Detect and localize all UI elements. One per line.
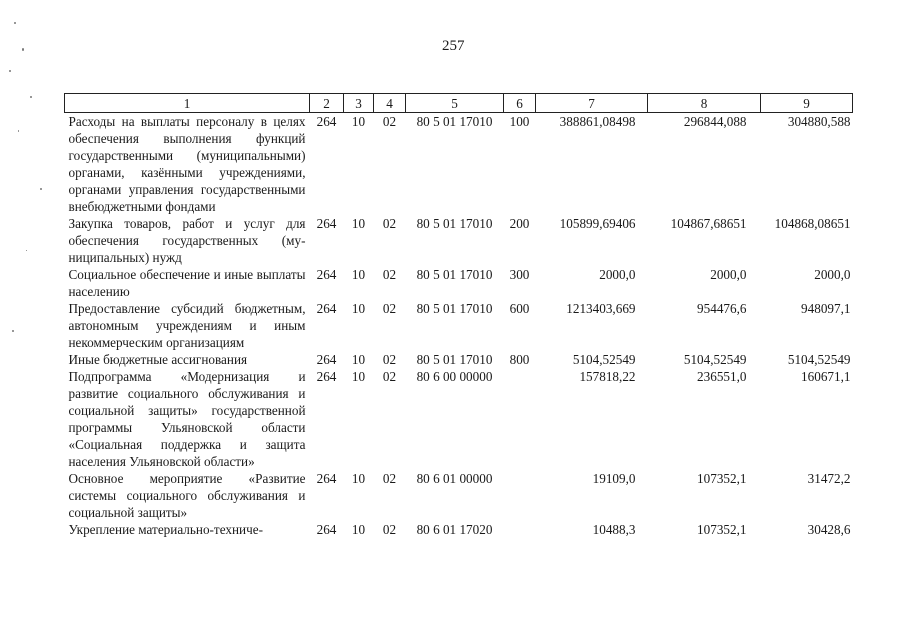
row-description: Предоставление субсидий бюджетным, автономным учреждениям и иным некоммерческим организациям — [68, 301, 306, 350]
table-row — [65, 470, 853, 521]
row-amount-col8: 107352,1 — [697, 522, 747, 537]
header-row — [65, 94, 853, 113]
row-description: Основное мероприятие «Развитие системы социального обслуживания и социальной защиты» — [68, 471, 306, 520]
row-amount-col8: 296844,088 — [683, 114, 747, 129]
row-expense-type: 600 — [509, 301, 530, 316]
row-amount-col8: 2000,0 — [710, 267, 747, 282]
row-expense-type: 300 — [509, 267, 530, 282]
row-expense-type: 800 — [509, 352, 530, 367]
header-cell-9: 9 — [761, 94, 853, 113]
table-row — [65, 113, 853, 216]
row-target-article: 80 5 01 17010 — [416, 352, 493, 367]
row-amount-col9: 30428,6 — [807, 522, 851, 537]
header-cell-1: 1 — [65, 94, 310, 113]
row-section-code: 10 — [351, 216, 366, 231]
row-ministry-code: 264 — [316, 301, 337, 316]
row-target-article: 80 5 01 17010 — [416, 267, 493, 282]
row-expense-type — [504, 521, 536, 538]
header-cell-3: 3 — [344, 94, 374, 113]
page-number: 257 — [442, 38, 465, 54]
row-ministry-code: 264 — [316, 369, 337, 384]
row-amount-col7: 388861,08498 — [559, 114, 636, 129]
table-row — [65, 266, 853, 300]
table-header — [65, 94, 853, 113]
row-amount-col9: 31472,2 — [807, 471, 851, 486]
row-amount-col8: 5104,52549 — [683, 352, 747, 367]
row-target-article: 80 6 01 17020 — [416, 522, 493, 537]
row-subsection-code: 02 — [382, 352, 397, 367]
row-amount-col7: 19109,0 — [592, 471, 636, 486]
row-ministry-code: 264 — [316, 471, 337, 486]
table-body — [65, 113, 853, 539]
row-amount-col7: 1213403,669 — [566, 301, 636, 316]
row-ministry-code: 264 — [316, 352, 337, 367]
row-subsection-code: 02 — [382, 301, 397, 316]
row-ministry-code: 264 — [316, 114, 337, 129]
table-row — [65, 300, 853, 351]
row-section-code: 10 — [351, 471, 366, 486]
row-subsection-code: 02 — [382, 522, 397, 537]
row-amount-col9: 2000,0 — [814, 267, 851, 282]
row-amount-col7: 157818,22 — [579, 369, 636, 384]
row-expense-type: 100 — [509, 114, 530, 129]
row-description: Подпрограмма «Модернизация и развитие социального обслуживания и социальной защиты» государственной программы Ульяновской области «Социальная поддержка и защита населения Ульяновской области» — [68, 369, 306, 469]
row-amount-col8: 236551,0 — [697, 369, 747, 384]
row-section-code: 10 — [351, 352, 366, 367]
row-expense-type — [504, 368, 536, 470]
row-expense-type — [504, 470, 536, 521]
row-amount-col7: 10488,3 — [592, 522, 636, 537]
header-cell-7: 7 — [536, 94, 648, 113]
row-amount-col7: 5104,52549 — [572, 352, 636, 367]
row-amount-col9: 5104,52549 — [787, 352, 851, 367]
row-section-code: 10 — [351, 267, 366, 282]
row-description: Социальное обеспечение и иные выплаты населению — [68, 267, 306, 299]
header-cell-2: 2 — [310, 94, 344, 113]
row-subsection-code: 02 — [382, 369, 397, 384]
row-amount-col9: 104868,08651 — [774, 216, 851, 231]
row-description: Расходы на выплаты персоналу в целях обеспечения выполнения функций государственными (муниципальными) органами, казёнными учреждениями, органами управления государственными внебюджетными фондами — [68, 114, 306, 214]
table-row — [65, 215, 853, 266]
row-ministry-code: 264 — [316, 522, 337, 537]
row-subsection-code: 02 — [382, 267, 397, 282]
row-subsection-code: 02 — [382, 471, 397, 486]
row-ministry-code: 264 — [316, 216, 337, 231]
header-cell-4: 4 — [374, 94, 406, 113]
row-description: Укрепление материально-техниче- — [68, 522, 263, 537]
header-cell-6: 6 — [504, 94, 536, 113]
header-cell-8: 8 — [648, 94, 761, 113]
row-section-code: 10 — [351, 301, 366, 316]
budget-table — [64, 93, 853, 538]
row-subsection-code: 02 — [382, 114, 397, 129]
row-ministry-code: 264 — [316, 267, 337, 282]
row-target-article: 80 6 01 00000 — [416, 471, 493, 486]
row-amount-col8: 104867,68651 — [670, 216, 747, 231]
row-target-article: 80 6 00 00000 — [416, 369, 493, 384]
table-row — [65, 351, 853, 368]
row-amount-col8: 954476,6 — [697, 301, 747, 316]
row-amount-col7: 105899,69406 — [559, 216, 636, 231]
row-amount-col9: 304880,588 — [787, 114, 851, 129]
row-amount-col8: 107352,1 — [697, 471, 747, 486]
row-description: Закупка товаров, работ и услуг для обеспечения государственных (муниципальных) нужд — [68, 216, 306, 265]
row-subsection-code: 02 — [382, 216, 397, 231]
row-amount-col7: 2000,0 — [599, 267, 636, 282]
table-row — [65, 521, 853, 538]
table-row — [65, 368, 853, 470]
row-section-code: 10 — [351, 114, 366, 129]
row-target-article: 80 5 01 17010 — [416, 114, 493, 129]
row-amount-col9: 948097,1 — [801, 301, 851, 316]
row-section-code: 10 — [351, 522, 366, 537]
row-expense-type: 200 — [509, 216, 530, 231]
row-section-code: 10 — [351, 369, 366, 384]
header-cell-5: 5 — [406, 94, 504, 113]
row-amount-col9: 160671,1 — [801, 369, 851, 384]
row-target-article: 80 5 01 17010 — [416, 216, 493, 231]
row-target-article: 80 5 01 17010 — [416, 301, 493, 316]
row-description: Иные бюджетные ассигнования — [68, 352, 248, 367]
